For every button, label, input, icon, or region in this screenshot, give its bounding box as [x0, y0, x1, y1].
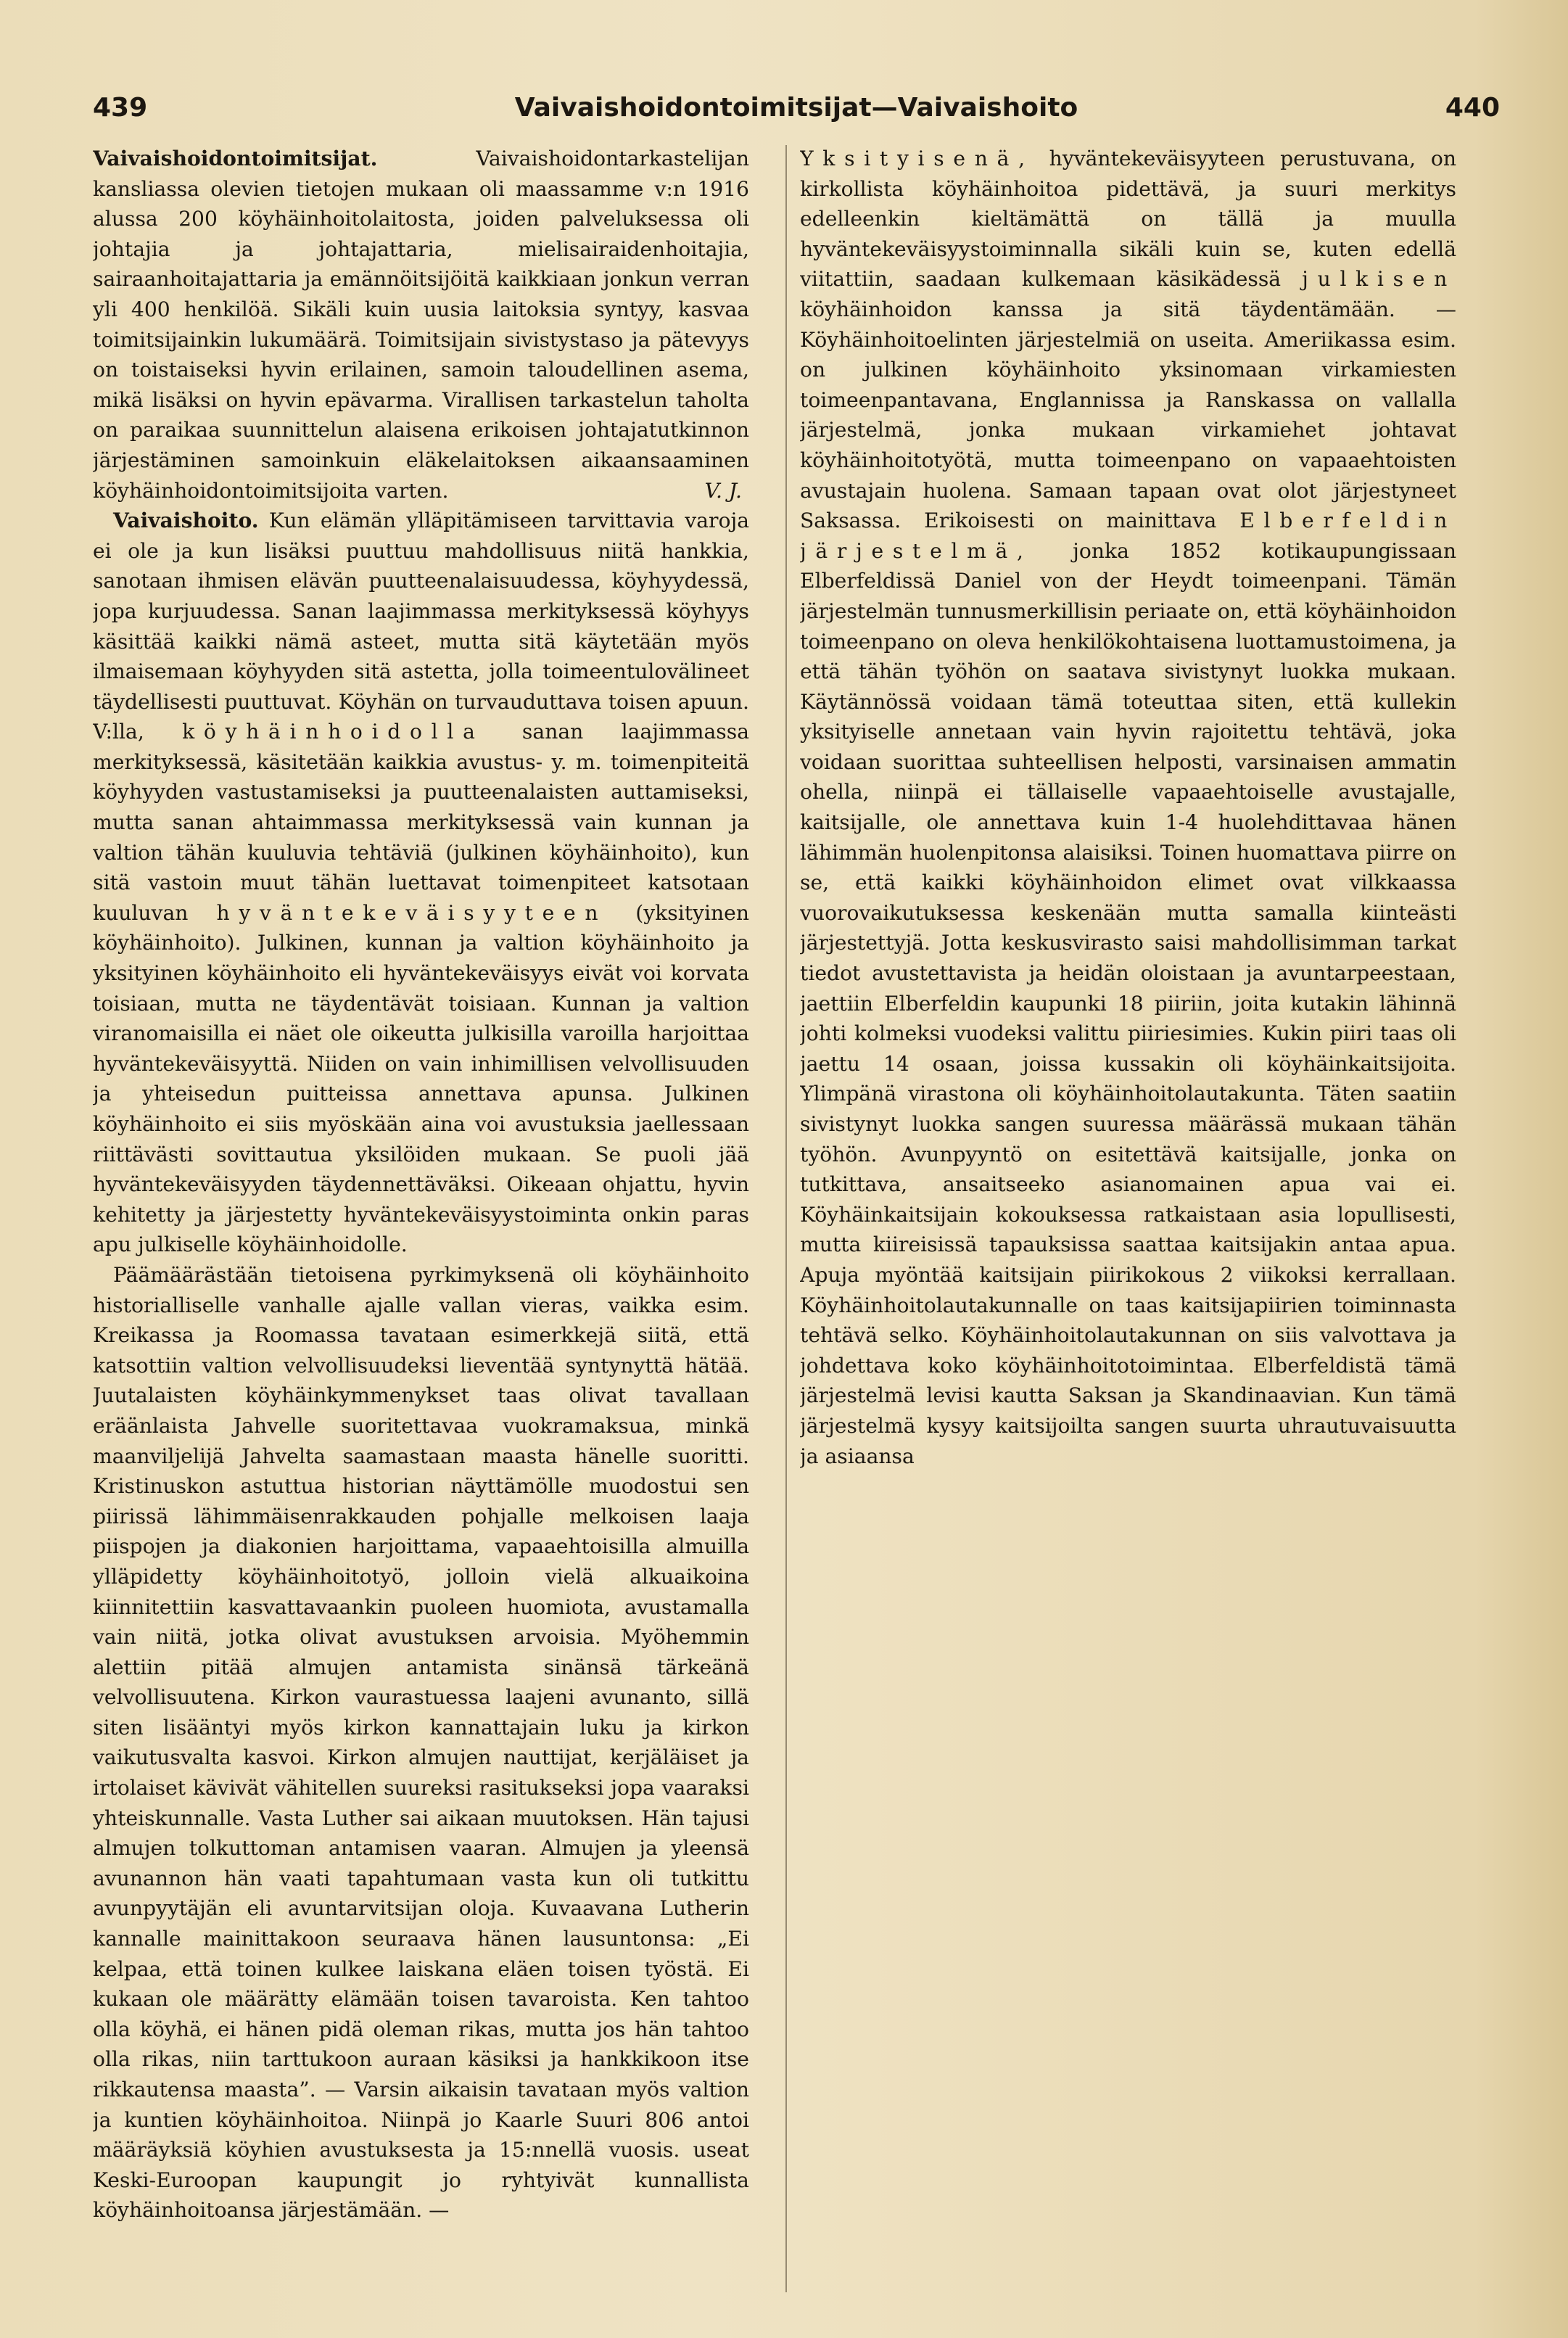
- column-divider: [785, 145, 787, 2292]
- spaced-term: hyväntekeväisyyteen: [216, 900, 608, 925]
- article-text: köyhäinhoidon kanssa ja sitä täydentämään. — Köyhäinhoitoelinten järjestelmiä on useita. Ameriikassa esim. on julkinen köyhäinhoito yksinomaan virkamiesten toimeenpantavana, Englannissa ja Ranskassa on vallalla järjestelmä, jonka mukaan virkamiehet johtavat köyhäinhoitotyötä, mutta toimeenpano on vapaaehtoisten avustajain huolena. Samaan tapaan ovat olot järjestyneet Saksassa. Erikoisesti on mainittava: [800, 297, 1456, 533]
- article-text: (yksityinen köyhäinhoito). Julkinen, kunnan ja valtion köyhäinhoito ja yksityinen köyhäinhoito eli hyväntekeväisyys eivät voi korvata toisiaan, mutta ne täydentävät toisiaan. Kunnan ja valtion viranomaisilla ei näet ole oikeutta julkisilla varoilla harjoittaa hyväntekeväisyyttä. Niiden on vain inhimillisen velvollisuuden ja yhteisedun puitteissa annettava apunsa. Julkinen köyhäinhoito ei siis myöskään aina voi avustuksia jaellessaan riittävästi sovittautua yksilöiden mukaan. Se puoli jää hyväntekeväisyyden täydennettäväksi. Oikeaan ohjattu, hyvin kehitetty ja järjestetty hyväntekeväisyystoiminta onkin paras apu julkiselle köyhäinhoidolle.: [93, 900, 749, 1257]
- right-column: [800, 144, 1456, 2302]
- article-text: jonka 1852 kotikaupungissaan Elberfeldissä Daniel von der Heydt toimeenpani. Tämän järjestelmän tunnusmerkillisin periaate on, että köyhäinhoidon toimeenpano on oleva henkilökohtaisena luottamustoimena, ja että tähän työhön on saatava sivistynyt luokka mukaan. Käytännössä voidaan tämä toteuttaa siten, että kullekin yksityiselle annetaan vain hyvin rajoitettu tehtävä, joka voidaan suorittaa suhteellisen helposti, varsinaisen ammatin ohella, niinpä ei tällaiselle vapaaehtoiselle avustajalle, kaitsijalle, ole annettava kuin 1-4 huolehdittavaa hänen lähimmän huolenpitonsa alaisiksi. Toinen huomattava piirre on se, että kaikki köyhäinhoidon elimet ovat vilkkaassa vuorovaikutuksessa keskenään mutta samalla kiinteästi järjestettyjä. Jotta keskusvirasto saisi mahdollisimman tarkat tiedot avustettavista ja heidän oloistaan ja avuntarpeestaan, jaettiin Elberfeldin kaupunki 18 piiriin, joita kutakin lähinnä johti kolmeksi vuodeksi valittu piiriesimies. Kukin piiri taas oli jaettu 14 osaan, joissa kussakin oli köyhäinkaitsijoita. Ylimpänä virastona oli köyhäinhoitolautakunta. Täten saatiin sivistynyt luokka sangen suuressa määrässä mukaan tähän työhön. Avunpyyntö on esitettävä kaitsijalle, jonka on tutkittava, ansaitseeko asianomainen apua vai ei. Köyhäinkaitsijain kokouksessa ratkaistaan asia lopullisesti, mutta kiireisissä tapauksissa saattaa kaitsijakin antaa apua. Apuja myöntää kaitsijain piirikokous 2 viikoksi kerrallaan. Köyhäinhoitolautakunnalle on taas kaitsijapiirien toiminnasta tehtävä selko. Köyhäinhoitolautakunnan on siis valvottava ja johdettava koko köyhäinhoitotoimintaa. Elberfeldistä tämä järjestelmä levisi kautta Saksan ja Skandinaavian. Kun tämä järjestelmä kysyy kaitsijoilta sangen suurta uhrautuvaisuutta ja asiaansa: [800, 538, 1456, 1468]
- article-vaivaishoidontoimitsijat: [93, 144, 749, 506]
- paragraph-continuation: [800, 144, 1456, 1471]
- article-text: Kun elämän ylläpitämiseen tarvittavia varoja ei ole ja kun lisäksi puuttuu mahdollisuus niitä hankkia, sanotaan ihmisen elävän puutteenalaisuudessa, köyhyydessä, jopa kurjuudessa. Sanan laajimmassa merkityksessä köyhyys käsittää kaikki nämä asteet, mutta sitä käytetään myös ilmaisemaan köyhyyden sitä astetta, jolla toimeentulovälineet täydellisesti puuttuvat. Köyhän on turvauduttava toisen apuun. V:lla,: [93, 509, 749, 744]
- paragraph-history-left: [93, 1260, 749, 2226]
- spaced-term: julkisen: [1302, 267, 1456, 292]
- headword-vaivaishoidontoimitsijat: Vaivaishoidontoimitsijat.: [93, 147, 378, 170]
- spaced-term: Yksityisenä,: [800, 147, 1034, 170]
- article-vaivaishoito: [93, 506, 749, 1260]
- spaced-term: Elberfeldin järjestelmä,: [800, 509, 1456, 563]
- running-title: Vaivaishoidontoimitsijat—Vaivaishoito: [514, 93, 1078, 123]
- headword-vaivaishoito: Vaivaishoito.: [113, 509, 259, 533]
- article-text: Vaivaishoidontarkastelijan kansliassa olevien tietojen mukaan oli maassamme v:n 1916 alussa 200 köyhäinhoitolaitosta, joiden palveluksessa oli johtajia ja johtajattaria, mielisairaidenhoitajia, sairaanhoitajattaria ja emännöitsijöitä kaikkiaan jonkun verran yli 400 henkilöä. Sikäli kuin uusia laitoksia syntyy, kasvaa toimitsijainkin lukumäärä. Toimitsijain sivistystaso ja pätevyys on toistaiseksi hyvin erilainen, samoin taloudellinen asema, mikä lisäksi on hyvin epävarma. Virallisen tarkastelun taholta on paraikaa suunnittelun alaisena erikoisen johtajatutkinnon järjestäminen samoinkuin eläkelaitoksen aikaansaaminen köyhäinhoidontoimitsijoita varten.: [93, 147, 749, 503]
- left-column: [93, 144, 749, 2302]
- author-signature: V. J.: [704, 478, 742, 503]
- page-number-left: 439: [93, 93, 148, 123]
- spaced-term: köyhäinhoidolla: [182, 720, 484, 744]
- article-text: Päämäärästään tietoisena pyrkimyksenä oli köyhäinhoito historialliselle vanhalle ajalle vallan vieras, vaikka esim. Kreikassa ja Roomassa tavataan esimerkkejä siitä, että katsottiin valtion velvollisuudeksi lieventää syntynyttä hätää. Juutalaisten köyhäinkymmenykset taas olivat tavallaan eräänlaista Jahvelle suoritettavaa vuokramaksua, minkä maanviljelijä Jahvelta saamastaan maasta hänelle suoritti. Kristinuskon astuttua historian näyttämölle muodostui sen piirissä lähimmäisenrakkauden pohjalle melkoisen laaja piispojen ja diakonien harjoittama, vapaaehtoisilla almuilla ylläpidetty köyhäinhoitotyö, jolloin vielä alkuaikoina kiinnitettiin kasvattavaankin puoleen huomiota, avustamalla vain niitä, jotka olivat avustuksen arvoisia. Myöhemmin alettiin pitää almujen antamista sinänsä tärkeänä velvollisuutena. Kirkon vaurastuessa laajeni avunanto, sillä siten lisääntyi myös kirkon kannattajain luku ja kirkon vaikutusvalta kasvoi. Kirkon almujen nauttijat, kerjäläiset ja irtolaiset kävivät vähitellen suureksi rasitukseksi jopa vaaraksi yhteiskunnalle. Vasta Luther sai aikaan muutoksen. Hän tajusi almujen tolkuttoman antamisen vaaran. Almujen ja yleensä avunannon hän vaati tapahtumaan vasta kun oli tutkittu avunpyytäjän eli avuntarvitsijan oloja. Kuvaavana Lutherin kannalle mainittakoon seuraava hänen lausuntonsa: „Ei kelpaa, että toinen kulkee laiskana eläen toisen työstä. Ei kukaan ole määrätty elämään toisen tavaroista. Ken tahtoo olla köyhä, ei hänen pidä oleman rikas, mutta jos hän tahtoo olla rikas, niin tarttukoon auraan käsiksi ja hankkikoon itse rikkautensa maasta”. — Varsin aikaisin tavataan myös valtion ja kuntien köyhäinhoitoa. Niinpä jo Kaarle Suuri 806 antoi määräyksiä köyhien avustuksesta ja 15:nnellä vuosis. useat Keski-Euroopan kaupungit jo ryhtyivät kunnallista köyhäinhoitoansa järjestämään. —: [93, 1262, 749, 2223]
- article-text: hyväntekeväisyyteen perustuvana, on kirkollista köyhäinhoitoa pidettävä, ja suuri merkitys edelleenkin kieltämättä on tällä ja muulla hyväntekeväisyystoiminnalla sikäli kuin se, kuten edellä viitattiin, saadaan kulkemaan käsikädessä: [800, 147, 1456, 292]
- article-text: sanan laajimmassa merkityksessä, käsitetään kaikkia avustus- y. m. toimenpiteitä köyhyyden vastustamiseksi ja puutteenalaisten auttamiseksi, mutta sanan ahtaimmassa merkityksessä vain kunnan ja valtion tähän kuuluvia tehtäviä (julkinen köyhäinhoito), kun sitä vastoin muut tähän luettavat toimenpiteet katsotaan kuuluvan: [93, 720, 749, 925]
- page-number-right: 440: [1445, 93, 1500, 123]
- page-header: [93, 93, 1500, 136]
